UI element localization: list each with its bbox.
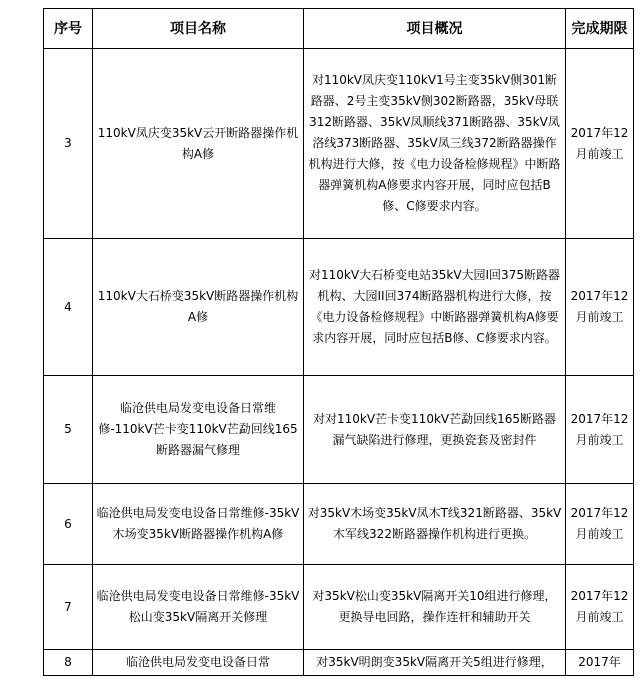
cell-deadline: 2017年 — [566, 650, 634, 676]
table-row — [44, 49, 634, 239]
cell-name: 临沧供电局发变电设备日常维修-35kV松山变35kV隔离开关修理 — [93, 565, 304, 650]
cell-name: 110kV大石桥变35kV断路器操作机构A修 — [93, 239, 304, 376]
cell-no: 4 — [44, 239, 93, 376]
cell-no: 3 — [44, 49, 93, 239]
cell-overview: 对110kV大石桥变电站35kV大园I回375断路器机构、大园II回374断路器机构进行大修，按《电力设备检修规程》中断路器弹簧机构A修要求内容开展，同时应包括B修、C修要求内容。 — [304, 239, 566, 376]
cell-deadline: 2017年12月前竣工 — [566, 376, 634, 484]
cell-overview: 对110kV凤庆变110kV1号主变35kV侧301断路器、2号主变35kV侧302断路器，35kV母联312断路器、35kV凤顺线371断路器、35kV凤洛线373断路器、35kV凤三线372断路器操作机构进行大修，按《电力设备检修规程》中断路器弹簧机构A修要求内容开展，同时应包括B修、C修要求内容。 — [304, 49, 566, 239]
table-row — [44, 565, 634, 650]
table-row — [44, 239, 634, 376]
header-name: 项目名称 — [93, 9, 304, 49]
table-row — [44, 650, 634, 676]
cell-no: 7 — [44, 565, 93, 650]
cell-no: 8 — [44, 650, 93, 676]
cell-deadline: 2017年12月前竣工 — [566, 49, 634, 239]
cell-deadline: 2017年12月前竣工 — [566, 239, 634, 376]
header-no: 序号 — [44, 9, 93, 49]
table-header-row — [44, 9, 634, 49]
cell-no: 6 — [44, 484, 93, 565]
table-row — [44, 484, 634, 565]
cell-name: 临沧供电局发变电设备日常维修-110kV芒卡变110kV芒勐回线165断路器漏气修理 — [93, 376, 304, 484]
table-row — [44, 376, 634, 484]
cell-name: 临沧供电局发变电设备日常维修-35kV木场变35kV断路器操作机构A修 — [93, 484, 304, 565]
cell-deadline: 2017年12月前竣工 — [566, 484, 634, 565]
cell-name: 110kV凤庆变35kV云开断路器操作机构A修 — [93, 49, 304, 239]
cell-overview: 对35kV木场变35kV凤木T线321断路器、35kV木军线322断路器操作机构进行更换。 — [304, 484, 566, 565]
cell-overview: 对35kV松山变35kV隔离开关10组进行修理，更换导电回路，操作连杆和辅助开关 — [304, 565, 566, 650]
header-deadline: 完成期限 — [566, 9, 634, 49]
cell-overview: 对35kV明朗变35kV隔离开关5组进行修理， — [304, 650, 566, 676]
cell-deadline: 2017年12月前竣工 — [566, 565, 634, 650]
cell-name: 临沧供电局发变电设备日常 — [93, 650, 304, 676]
cell-no: 5 — [44, 376, 93, 484]
cell-overview: 对对110kV芒卡变110kV芒勐回线165断路器漏气缺陷进行修理，更换瓷套及密封件 — [304, 376, 566, 484]
project-table — [43, 8, 634, 676]
header-overview: 项目概况 — [304, 9, 566, 49]
